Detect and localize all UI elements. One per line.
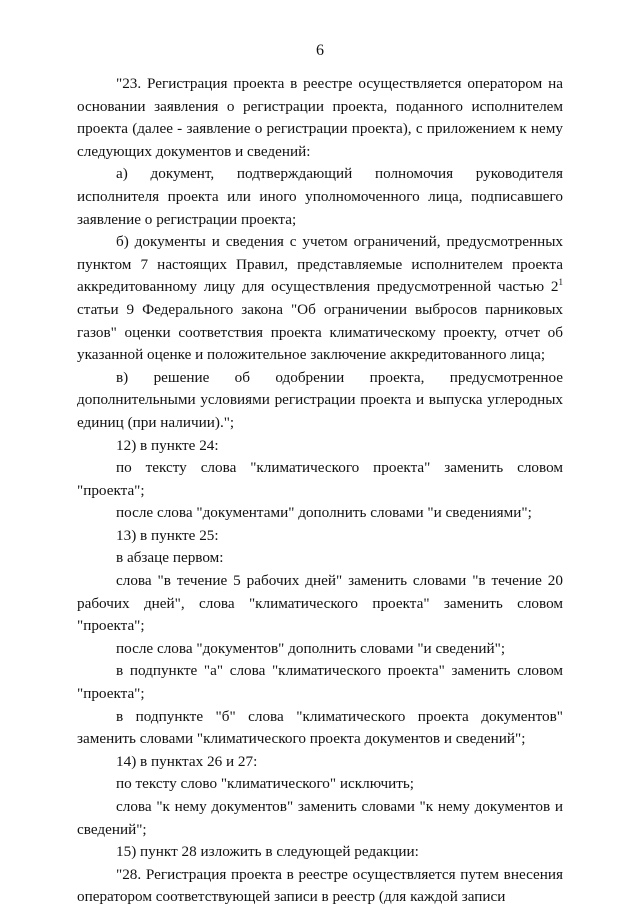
paragraph-item-28: "28. Регистрация проекта в реестре осуществляется путем внесения оператором соответствующей записи в реестр (для каждой записи: [77, 865, 563, 906]
paragraph-amendment-12: 12) в пункте 24:: [116, 436, 219, 454]
paragraph-amendment-13-text-4: в подпункте "б" слова "климатического проекта документов" заменить словами "климатического проекта документов и сведений";: [77, 707, 563, 748]
paragraph-subitem-b: [77, 231, 563, 367]
paragraph-subitem-a: а) документ, подтверждающий полномочия руководителя исполнителя проекта или иного уполномоченного лица, подписавшего заявление о регистрации проекта;: [77, 165, 563, 228]
page-number: 6: [316, 42, 324, 59]
paragraph-item-23: "23. Регистрация проекта в реестре осуществляется оператором на основании заявления о регистрации проекта, поданного исполнителем проекта (далее - заявление о регистрации проекта), с приложением к нему следующих документов и сведений:: [77, 75, 563, 160]
paragraph-amendment-14-text-1: по тексту слово "климатического" исключить;: [116, 775, 415, 793]
paragraph-amendment-13: 13) в пункте 25:: [116, 526, 219, 544]
paragraph-amendment-13-text-1: слова "в течение 5 рабочих дней" заменить словами "в течение 20 рабочих дней", слова "климатического проекта" заменить словом "проекта";: [77, 572, 563, 635]
paragraph-amendment-12-text-2: после слова "документами" дополнить словами "и сведениями";: [116, 504, 532, 522]
paragraph-amendment-13-intro: в абзаце первом:: [116, 549, 224, 567]
document-body: [77, 73, 563, 909]
paragraph-amendment-13-text-3: в подпункте "а" слова "климатического проекта" заменить словом "проекта";: [77, 662, 563, 703]
paragraph-amendment-13-text-2: после слова "документов" дополнить словами "и сведений";: [116, 639, 506, 657]
paragraph-subitem-v: в) решение об одобрении проекта, предусмотренное дополнительными условиями регистрации проекта и выпуска углеродных единиц (при наличии).";: [77, 368, 563, 431]
paragraph-amendment-14-text-2: слова "к нему документов" заменить словами "к нему документов и сведений";: [77, 798, 563, 838]
paragraph-subitem-b-continuation: статьи 9 Федерального закона "Об ограничении выбросов парниковых газов" оценки соответствия проекта климатическому проекту, отчет об указанной оценке и положительное заключение аккредитованного лица;: [77, 300, 563, 364]
paragraph-amendment-12-text-1: по тексту слова "климатического проекта" заменить словом "проекта";: [77, 459, 563, 499]
paragraph-amendment-15: 15) пункт 28 изложить в следующей редакции:: [116, 843, 419, 861]
paragraph-subitem-b-text: б) документы и сведения с учетом ограничений, предусмотренных пунктом 7 настоящих Правил, представляемые исполнителем проекта аккредитованному лицу для осуществления предусмотренной частью 2: [77, 233, 563, 296]
paragraph-amendment-14: 14) в пунктах 26 и 27:: [116, 752, 258, 770]
superscript-part-number: 1: [558, 277, 563, 288]
